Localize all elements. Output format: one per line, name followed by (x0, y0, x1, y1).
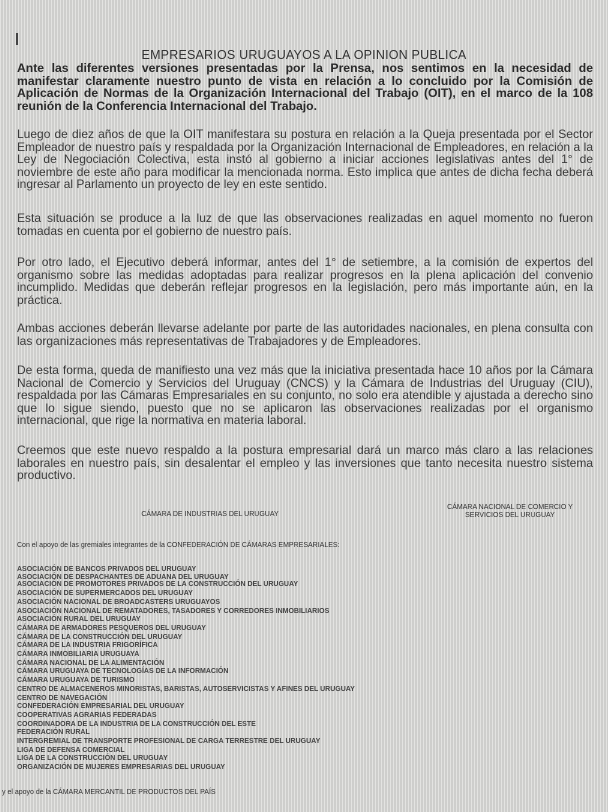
paragraph-consultation: Ambas acciones deberán llevarse adelante por parte de las autoridades nacionales, en plena consulta con las organizaciones más representativas de Trabajadores y de Empleadores. (17, 321, 593, 348)
list-item: COOPERATIVAS AGRARIAS FEDERADAS (17, 711, 157, 719)
list-item: LIGA DE DEFENSA COMERCIAL (17, 746, 125, 754)
paragraph-oit-complaint: Luego de diez años de que la OIT manifestara su postura en relación a la Queja presentada por el Sector Empleador de nuestro país y respaldada por la Organización Internacional de Empleadores, en relación a la Ley de Negociación Colectiva, esta instó al gobierno a iniciar acciones legislativas antes del 1° de noviembre de este año para modificar la mencionada norma. Esto implica que antes de dicha fecha deberá ingresar al Parlamento un proyecto de ley en este sentido. (17, 127, 593, 192)
list-item: ASOCIACIÓN RURAL DEL URUGUAY (17, 616, 141, 624)
signature-cncs-line2: SERVICIOS DEL URUGUAY (465, 512, 555, 519)
list-item: CÁMARA INMOBILIARIA URUGUAYA (17, 651, 140, 659)
paragraph-conclusion: Creemos que este nuevo respaldo a la postura empresarial dará un marco más claro a las relaciones laborales en nuestro país, sin desalentar el empleo y las inversiones que tanto necesita nuestro sistema productivo. (17, 443, 593, 483)
list-item: FEDERACIÓN RURAL (17, 729, 90, 737)
signature-cncs (410, 504, 608, 520)
page-title: EMPRESARIOS URUGUAYOS A LA OPINION PUBLICA (141, 48, 467, 62)
closing-support: y el apoyo de la CÁMARA MERCANTIL DE PRODUCTOS DEL PAÍS (2, 789, 216, 796)
list-item: ASOCIACIÓN NACIONAL DE REMATADORES, TASADORES Y CORREDORES INMOBILIARIOS (17, 607, 330, 615)
list-item: CENTRO DE NAVEGACIÓN (17, 694, 108, 702)
list-item: ASOCIACIÓN DE DESPACHANTES DE ADUANA DEL URUGUAY (17, 573, 229, 581)
paragraph-executive: Por otro lado, el Ejecutivo deberá informar, antes del 1° de setiembre, a la comisión de expertos del organismo sobre las medidas adoptadas para realizar progresos en la plena aplicación del convenio incumplido. Medidas que deberán reflejar progresos en la legislación, pero más importante aún, en la práctica. (17, 255, 593, 307)
list-item: CÁMARA DE LA INDUSTRIA FRIGORÍFICA (17, 642, 158, 650)
list-item: CÁMARA URUGUAYA DE TECNOLOGÍAS DE LA INFORMACIÓN (17, 668, 229, 676)
list-item: CENTRO DE ALMACENEROS MINORISTAS, BARISTAS, AUTOSERVICISTAS Y AFINES DEL URUGUAY (17, 685, 355, 693)
paragraph-intro: Ante las diferentes versiones presentadas por la Prensa, nos sentimos en la necesidad de manifestar claramente nuestro punto de vista en relación a lo concluido por la Comisión de Aplicación de Normas de la Organización Internacional del Trabajo (OIT), en el marco de la 108 reunión de la Conferencia Internacional del Trabajo. (17, 61, 593, 113)
support-intro: Con el apoyo de las gremiales integrantes de la CONFEDERACIÓN DE CÁMARAS EMPRESARIALES: (17, 542, 340, 549)
list-item: ORGANIZACIÓN DE MUJERES EMPRESARIAS DEL URUGUAY (17, 764, 226, 772)
list-item: ASOCIACIÓN NACIONAL DE BROADCASTERS URUGUAYOS (17, 598, 221, 606)
paragraph-situation: Esta situación se produce a la luz de que las observaciones realizadas en aquel momento no fueron tomadas en cuenta por el gobierno de nuestro país. (17, 211, 593, 238)
signature-cncs-line1: CÁMARA NACIONAL DE COMERCIO Y (447, 504, 573, 511)
list-item: CONFEDERACIÓN EMPRESARIAL DEL URUGUAY (17, 703, 185, 711)
list-item: ASOCIACIÓN DE SUPERMERCADOS DEL URUGUAY (17, 590, 193, 598)
list-item: ASOCIACIÓN DE BANCOS PRIVADOS DEL URUGUAY (17, 566, 197, 573)
list-item: CÁMARA URUGUAYA DE TURISMO (17, 677, 135, 685)
list-item: CÁMARA DE ARMADORES PESQUEROS DEL URUGUAY (17, 624, 206, 632)
list-item: COORDINADORA DE LA INDUSTRIA DE LA CONSTRUCCIÓN DEL ESTE (17, 720, 256, 728)
margin-mark (16, 33, 18, 45)
list-item: LIGA DE LA CONSTRUCCIÓN DEL URUGUAY (17, 755, 168, 763)
paragraph-initiative: De esta forma, queda de manifiesto una vez más que la iniciativa presentada hace 10 años por la Cámara Nacional de Comercio y Servicios del Uruguay (CNCS) y la Cámara de Industrias del Uruguay (CIU), respaldada por las Cámaras Empresariales en su conjunto, no solo era atendible y ajustada a derecho sino que lo sigue siendo, puesto que no se aplicaron las observaciones realizadas por el organismo internacional, que rige la normativa en materia laboral. (17, 363, 593, 428)
signature-ciu: CÁMARA DE INDUSTRIAS DEL URUGUAY (141, 511, 279, 518)
list-item: CÁMARA DE LA CONSTRUCCIÓN DEL URUGUAY (17, 633, 183, 641)
list-item: INTERGREMIAL DE TRANSPORTE PROFESIONAL DE CARGA TERRESTRE DEL URUGUAY (17, 738, 321, 746)
list-item: ASOCIACIÓN DE PROMOTORES PRIVADOS DE LA CONSTRUCCIÓN DEL URUGUAY (17, 581, 299, 589)
member-list (17, 565, 355, 774)
list-item: CÁMARA NACIONAL DE LA ALIMENTACIÓN (17, 659, 165, 667)
